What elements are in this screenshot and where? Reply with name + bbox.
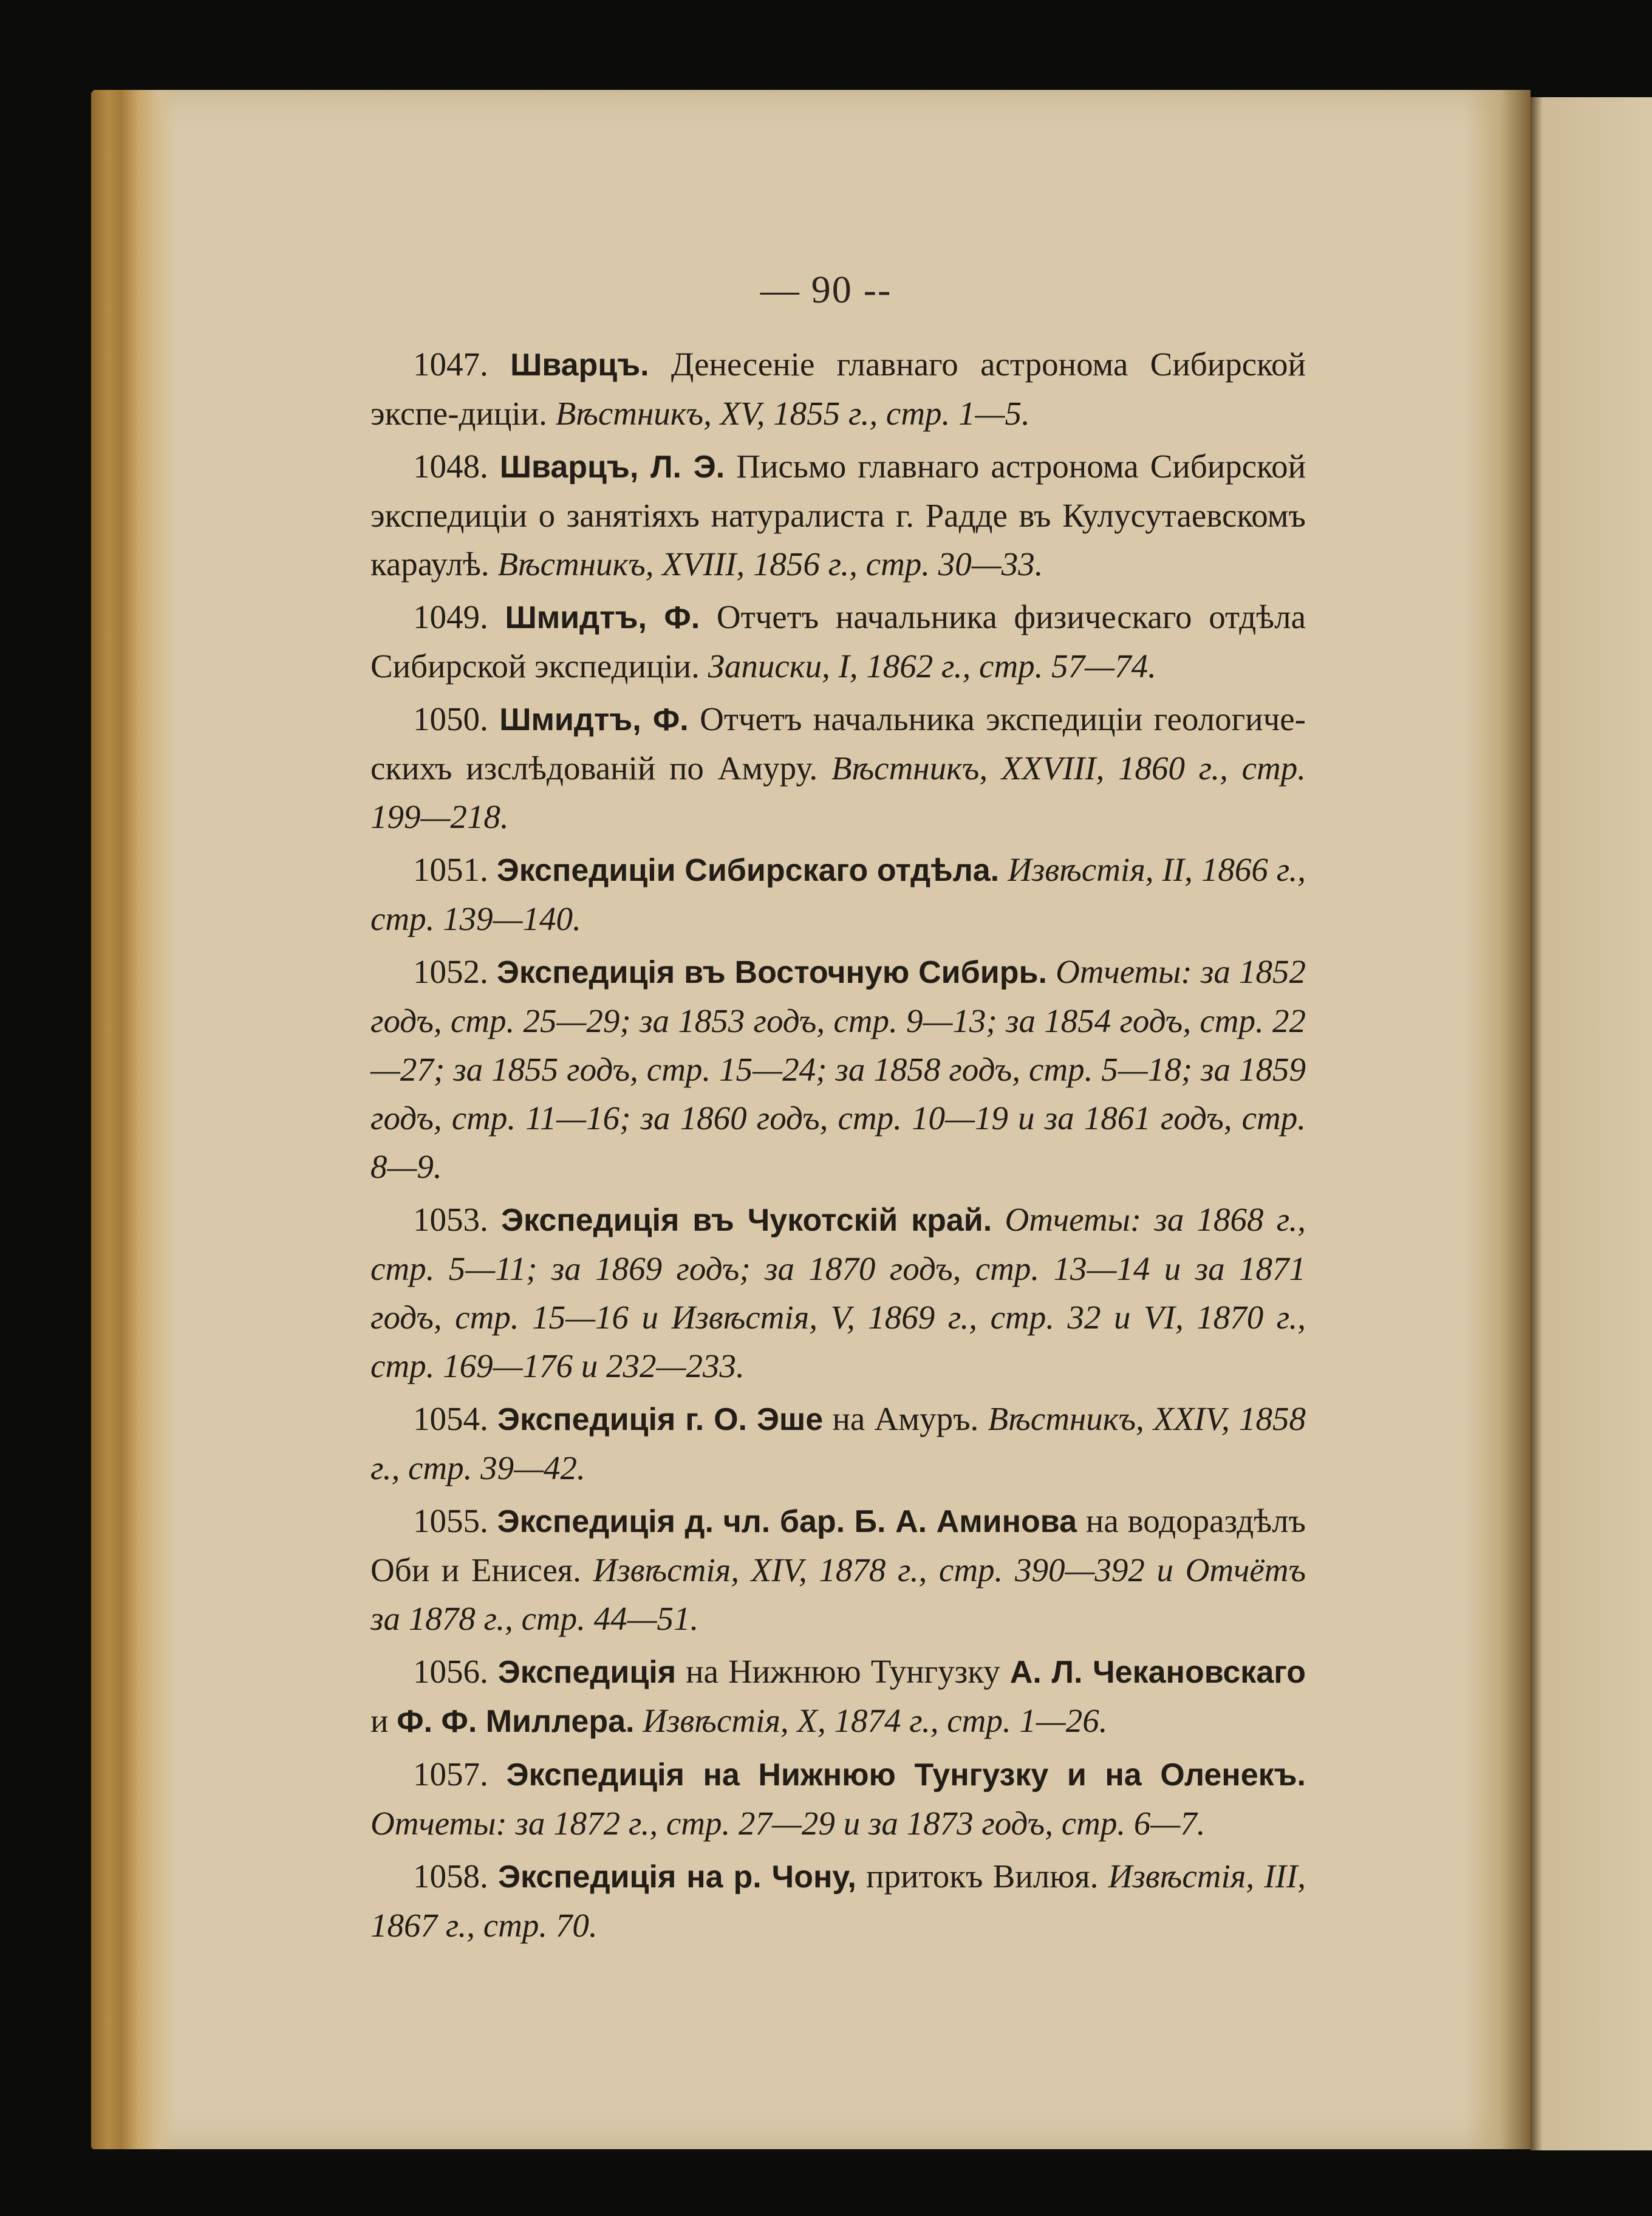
entry-author-bold: Экспедиція въ Чукотскій край. [501, 1203, 992, 1238]
entry-author-bold: Шварцъ, Л. Э. [499, 450, 725, 485]
entry-text [1047, 953, 1056, 990]
entry-number: 1047. [413, 346, 511, 383]
bibliography-entry [370, 1497, 1306, 1643]
bibliography-entry [370, 1750, 1306, 1848]
entry-author-bold: Экспедиція на р. Чону, [498, 1859, 856, 1895]
entry-citation-italic: Отчеты: за 1852 годъ, стр. 25—29; за 1853 годъ, стр. 9—13; за 1854 годъ, стр. 22—27; за 1855 годъ, стр. 15—24; за 1858 годъ, стр. 5—18; за 1859 годъ, стр. 11—16; за 1860 годъ, стр. 10—19 и за 1861 годъ, стр. 8—9. [370, 953, 1306, 1185]
entry-text: Денесеніе главнаго астронома Сибирской экспе-диціи. [370, 346, 1306, 432]
bibliography-entries [370, 340, 1306, 1954]
page-number: — 90 -- [760, 268, 892, 311]
entry-text [999, 851, 1008, 888]
entry-author-bold: А. Л. Чекановскаго [1009, 1655, 1306, 1690]
entry-author-bold: Ф. Ф. Миллера. [397, 1704, 635, 1739]
bibliography-entry [370, 340, 1306, 438]
entry-text: и [370, 1702, 397, 1739]
entry-citation-italic: Записки, I, 1862 г., стр. 57—74. [708, 648, 1156, 685]
entry-text: на Нижнюю Тунгузку [676, 1653, 1010, 1690]
entry-citation-italic: Вѣстникъ, XXIV, 1858 г., стр. 39—42. [370, 1400, 1306, 1486]
entry-number: 1056. [413, 1653, 498, 1690]
entry-author-bold: Экспедиція [497, 1655, 677, 1690]
bibliography-entry [370, 593, 1306, 691]
entry-number: 1050. [413, 700, 500, 737]
entry-author-bold: Экспедиція на Нижнюю Тунгузку и на Оленекъ. [506, 1757, 1306, 1793]
book-gutter [1464, 90, 1531, 2149]
entry-citation-italic: Извѣстія, III, 1867 г., стр. 70. [370, 1858, 1306, 1944]
bibliography-entry [370, 1852, 1306, 1950]
entry-text: Отчетъ начальника физическаго отдѣла Сибирской экспедиціи. [370, 598, 1306, 685]
entry-number: 1058. [413, 1858, 498, 1895]
bibliography-entry [370, 442, 1306, 589]
entry-number: 1054. [413, 1400, 497, 1437]
bibliography-entry [370, 695, 1306, 841]
entry-number: 1048. [413, 448, 500, 485]
entry-author-bold: Шмидтъ, Ф. [505, 600, 700, 635]
entry-author-bold: Экспедиція въ Восточную Сибирь. [496, 955, 1047, 990]
entry-number: 1053. [413, 1201, 501, 1238]
entry-number: 1051. [413, 851, 497, 888]
entry-number: 1052. [413, 953, 497, 990]
entry-text [634, 1702, 643, 1739]
entry-citation-italic: Извѣстія, II, 1866 г., стр. 139—140. [370, 851, 1306, 937]
bibliography-entry [370, 1395, 1306, 1493]
entry-text: на Амуръ. [823, 1400, 988, 1437]
entry-text: Письмо главнаго астронома Сибирской экспедиціи о занятіяхъ натуралиста г. Радде въ Кулусутаевскомъ караулѣ. [370, 448, 1306, 583]
entry-text [992, 1201, 1005, 1238]
bibliography-entry [370, 1647, 1306, 1746]
adjacent-page [1531, 97, 1652, 2150]
entry-citation-italic: Отчеты: за 1872 г., стр. 27—29 и за 1873 годъ, стр. 6—7. [370, 1805, 1206, 1842]
entry-citation-italic: Отчеты: за 1868 г., стр. 5—11; за 1869 годъ; за 1870 годъ, стр. 13—14 и за 1871 годъ, стр. 15—16 и Извѣстія, V, 1869 г., стр. 32 и VI, 1870 г., стр. 169—176 и 232—233. [370, 1201, 1306, 1384]
bibliography-entry [370, 1195, 1306, 1390]
entry-citation-italic: Вѣстникъ, XV, 1855 г., стр. 1—5. [555, 395, 1030, 432]
entry-citation-italic: Вѣстникъ, XVIII, 1856 г., стр. 30—33. [497, 545, 1043, 583]
entry-citation-italic: Извѣстія, X, 1874 г., стр. 1—26. [643, 1702, 1108, 1739]
entry-text: на водораздѣлъ Оби и Енисея. [370, 1502, 1306, 1588]
entry-author-bold: Шмидтъ, Ф. [499, 702, 689, 737]
entry-number: 1055. [413, 1502, 497, 1539]
entry-author-bold: Экспедиція д. чл. бар. Б. А. Аминова [497, 1504, 1077, 1539]
entry-author-bold: Шварцъ. [510, 347, 649, 383]
entry-text: притокъ Вилюя. [856, 1858, 1108, 1895]
entry-text: Отчетъ начальника экспедиціи геологиче-скихъ изслѣдованій по Амуру. [370, 700, 1306, 787]
entry-author-bold: Экспедиціи Сибирскаго отдѣла. [496, 853, 1000, 888]
bibliography-entry [370, 948, 1306, 1191]
entry-citation-italic: Вѣстникъ, XXVIII, 1860 г., стр. 199—218. [370, 750, 1306, 835]
entry-citation-italic: Извѣстія, XIV, 1878 г., стр. 390—392 и Отчётъ за 1878 г., стр. 44—51. [370, 1551, 1306, 1637]
entry-number: 1057. [413, 1756, 507, 1793]
bibliography-entry [370, 846, 1306, 943]
entry-author-bold: Экспедиція г. О. Эше [497, 1402, 824, 1437]
entry-number: 1049. [413, 598, 505, 635]
page-edge-shading [91, 90, 176, 2149]
